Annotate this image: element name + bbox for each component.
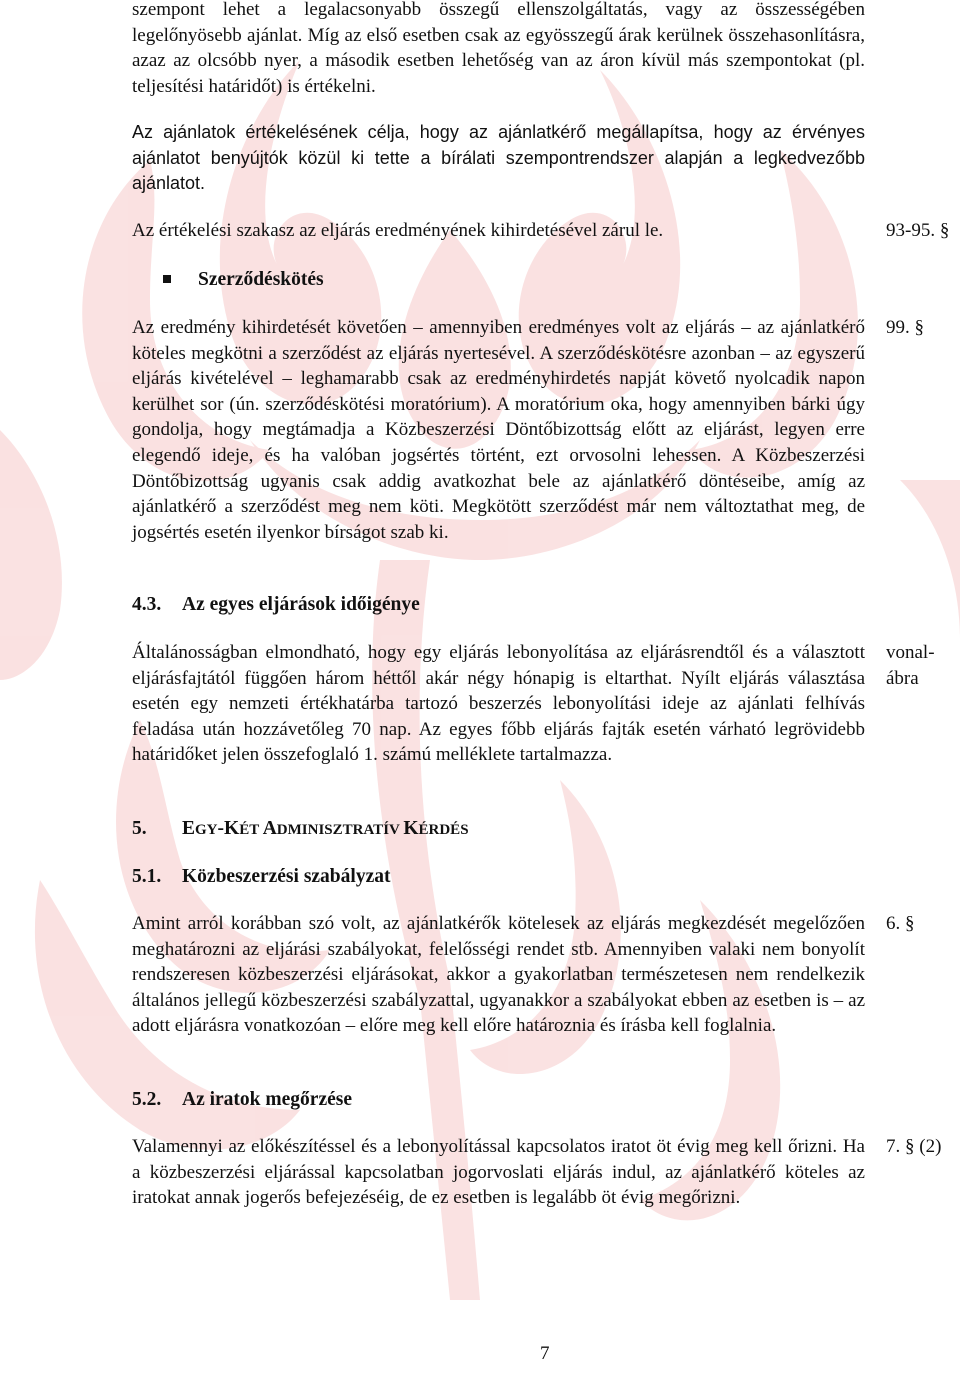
margin-note-7-2: 7. § (2)	[886, 1136, 942, 1157]
heading-title-smallcaps: EGY-KÉT ADMINISZTRATÍV KÉRDÉS	[182, 818, 469, 839]
paragraph-evaluation-criteria: szempont lehet a legalacsonyabb összegű ellenszolgáltatás, vagy az összességében legelőnyösebb ajánlat. Míg az első esetben csak az egyösszegű árak kerülnek összehasonlításra, azaz az olcsóbb nyer, a második esetben lehetőség van az áron kívül más szempontokat (pl. teljesítési határidőt) is értékelni.	[132, 0, 865, 97]
paragraph-evaluation-end: Az értékelési szakasz az eljárás eredményének kihirdetésével zárul le.	[132, 220, 664, 241]
page-number: 7	[540, 1343, 550, 1364]
heading-4-3	[132, 592, 420, 618]
heading-5-1	[132, 864, 390, 890]
margin-note-99: 99. §	[886, 317, 924, 338]
heading-number: 4.3.	[132, 594, 162, 615]
paragraph-procurement-rules: Amint arról korábban szó volt, az ajánlatkérők kötelesek az eljárás megkezdését megelőzően meghatározni az eljárási szabályokat, felelősségi rendet stb. Amennyiben valaki nem bonyolít rendszeresen közbeszerzési eljárásokat, akkor a gyakorlatban természetesen nem rendelkezik általános jellegű közbeszerzési szabályzattal, ugyanakkor a szabályokat ebben az esetben is – az adott eljárásra vonatkozóan – előre meg kell előre határoznia és írásba kell foglalnia.	[132, 913, 865, 1037]
paragraph-procedure-duration: Általánosságban elmondható, hogy egy eljárás lebonyolítása az eljárásrendtől és a választott eljárásfajtától függően három héttől akár négy hónapig is eltarthat. Nyílt eljárás választása esetén egy nemzeti értékhatárba tartozó beszerzés lebonyolítási ideje az ajánlati felhívás feladása után hozzávetőleg 70 nap. Az egyes főbb eljárás fajták esetén várható legrövidebb határidőket jelen összefoglaló 1. számú melléklete tartalmazza.	[132, 642, 865, 766]
heading-number: 5.	[132, 818, 147, 839]
margin-note-vonalabra	[886, 640, 960, 691]
paragraph-evaluation-goal: Az ajánlatok értékelésének célja, hogy az ajánlatkérő megállapítsa, hogy az érvényes ajánlatot benyújtók közül ki tette a bírálati szempontrendszer alapján a legkedvezőbb ajánlatot.	[132, 122, 865, 194]
margin-note-line1: vonal-	[886, 642, 935, 663]
heading-title: Közbeszerzési szabályzat	[182, 866, 391, 887]
heading-5	[132, 816, 469, 843]
heading-5-2	[132, 1087, 352, 1113]
margin-note-6: 6. §	[886, 913, 915, 934]
bullet-square-icon	[163, 275, 171, 283]
paragraph-document-retention: Valamennyi az előkészítéssel és a lebonyolítással kapcsolatos iratot öt évig meg kell őrizni. Ha a közbeszerzési eljárással kapcsolatban jogorvoslati eljárás indul, az ajánlatkérő köteles az iratokat annak jogerős befejezéséig, de ez esetben is legalább öt évig megőrizni.	[132, 1136, 865, 1209]
heading-title: Az egyes eljárások időigénye	[182, 594, 420, 615]
heading-contract-signing: Szerződéskötés	[198, 269, 324, 290]
heading-number: 5.2.	[132, 1089, 162, 1110]
margin-note-93-95: 93-95. §	[886, 220, 950, 241]
margin-note-line2: ábra	[886, 667, 919, 689]
paragraph-contract-signing: Az eredmény kihirdetését követően – amennyiben eredményes volt az eljárás – az ajánlatkérő köteles megkötni a szerződést az eljárás nyertesével. A szerződéskötésre azonban – az egyszerű eljárás kivételével – leghamarabb csak az eredményhirdetés napját követő nyolcadik napon kerülhet sor (ún. szerződéskötési moratórium). A moratórium oka, hogy amennyiben bárki úgy gondolja, hogy megtámadja a Közbeszerzési Döntőbizottság előtt az eljárást, legyen erre elegendő ideje, és ha valóban jogsértés történt, ezt orvosolni lehessen. A Közbeszerzési Döntőbizottság ugyanis csak addig avatkozhat bele az ajánlatkérő döntéseibe, amíg az ajánlatkérő a szerződést meg nem köti. Megkötött szerződést már nem változtathat meg, de jogsértés esetén ilyenkor bírságot szab ki.	[132, 317, 865, 543]
heading-number: 5.1.	[132, 866, 162, 887]
heading-title: Az iratok megőrzése	[182, 1089, 353, 1110]
